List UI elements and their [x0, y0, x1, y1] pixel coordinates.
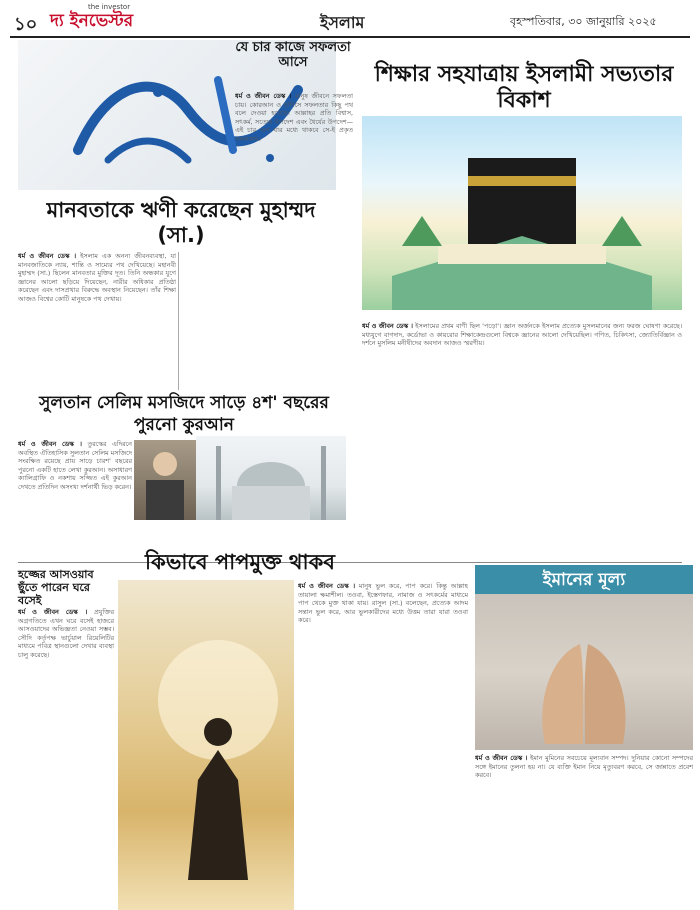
muhammad-body-col1: [18, 252, 176, 390]
muhammad-headline: মানবতাকে ঋণী করেছেন মুহাম্মদ (সা.): [46, 198, 316, 247]
papmukto-headline: কিভাবে পাপমুক্ত থাকব: [145, 550, 335, 574]
date: বৃহস্পতিবার, ৩০ জানুয়ারি ২০২৫: [510, 15, 657, 28]
char-kaj-headline: যে চার কাজে সফলতা আসে: [235, 40, 351, 70]
person-photo: [134, 440, 196, 520]
hajj-byline: ধর্ম ও জীবন ডেস্ক ।: [18, 608, 88, 616]
shikkha-body: [362, 322, 682, 558]
sultan-headline: সুলতান সেলিম মসজিদে সাড়ে ৪শ' বছরের পুরনো কুরআন: [39, 393, 329, 435]
papmukto-body: [298, 582, 468, 906]
iman-text: ইমান মুমিনের সবচেয়ে মূল্যবান সম্পদ। দুনিয়ার কোনো সম্পদের সঙ্গে ইমানের তুলনা হয় না। যে ব্যক্তি ইমান নিয়ে মৃত্যুবরণ করবে, সে জান্নাতে প্রবেশ করবে।: [475, 754, 693, 780]
hajj-text: প্রযুক্তির অগ্রগতিতে এখন ঘরে বসেই হাজরে আসওয়াদের অভিজ্ঞতা নেওয়া সম্ভব। সৌদি কর্তৃপক্ষ ভার্চুয়াল রিয়েলিটির মাধ্যমে পবিত্র স্থানগুলো দেখার ব্যবস্থা চালু করেছে।: [18, 608, 114, 659]
sultan-body: [18, 440, 132, 556]
header-divider: [10, 36, 690, 38]
column-divider: [178, 252, 179, 390]
sultan-byline: ধর্ম ও জীবন ডেস্ক ।: [18, 440, 82, 448]
hajj-headline: হজ্জের আসওয়াব ছুঁতে পারেন ঘরে বসেই: [18, 568, 94, 607]
muhammad-body-col2: [180, 252, 232, 390]
logo-small: the investor: [88, 3, 131, 11]
shikkha-byline: ধর্ম ও জীবন ডেস্ক ।: [362, 322, 413, 330]
mosque-image: [196, 436, 346, 520]
shikkha-headline: শিক্ষার সহযাত্রায় ইসলামী সভ্যতার বিকাশ: [374, 62, 674, 113]
page-number: ১০: [14, 14, 38, 35]
kaaba-image: [362, 116, 682, 310]
iman-body: [475, 754, 693, 906]
papmukto-byline: ধর্ম ও জীবন ডেস্ক ।: [298, 582, 356, 590]
shikkha-text: ইসলামের প্রথম বাণী ছিল 'পড়ো'। জ্ঞান অর্জনকে ইসলাম প্রত্যেক মুসলমানের জন্য ফরজ ঘোষণা করেছে। মধ্যযুগে বাগদাদ, কর্ডোভা ও কায়রোর শিক্ষাকেন্দ্রগুলো বিশ্বকে জ্ঞানের আলো দেখিয়েছিল। গণিত, চিকিৎসা, জ্যোতির্বিজ্ঞান ও দর্শনে মুসলিম মনীষীদের অবদান আজও স্মরণীয়।: [362, 322, 682, 348]
sultan-text: তুরস্কের এদিরনে অবস্থিত ঐতিহাসিক সুলতান সেলিম মসজিদে সংরক্ষিত রয়েছে প্রায় সাড়ে চারশ' বছরের পুরনো একটি হাতে লেখা কুরআন। অসাধারণ ক্যালিগ্রাফি ও নকশায় সজ্জিত এই কুরআন দেখতে প্রতিদিন অসংখ্য দর্শনার্থী ভিড় করেন।: [18, 440, 132, 491]
hajj-body: [18, 608, 114, 906]
char-kaj-text: মানুষ জীবনে সফলতা চায়। কোরআন ও হাদিসে সফলতার কিছু পথ বলে দেওয়া হয়েছে। আল্লাহর প্রতি বিশ্বাস, সৎকর্ম, সত্যের উপদেশ এবং ধৈর্যের উপদেশ—এই চার গুণ যার মধ্যে থাকবে সে-ই প্রকৃত সফলকাম।: [235, 92, 353, 143]
logo: দ্য ইনভেস্টর: [50, 11, 134, 31]
iman-headline-box: [475, 565, 693, 595]
papmukto-text: মানুষ ভুল করে, পাপ করে। কিন্তু আল্লাহ তায়ালা ক্ষমাশীল। তওবা, ইস্তেগফার, নামাজ ও সৎকর্মের মাধ্যমে পাপ থেকে মুক্ত থাকা যায়। রাসুল (সা.) বলেছেন, প্রত্যেক আদম সন্তান ভুল করে, আর ভুলকারীদের মধ্যে উত্তম তারা যারা তওবা করে।: [298, 582, 468, 625]
praying-hands-image: [475, 594, 693, 750]
page-header: [0, 0, 700, 38]
prayer-silhouette-image: [118, 580, 294, 910]
iman-headline: ইমানের মূল্য: [542, 570, 626, 590]
char-kaj-byline: ধর্ম ও জীবন ডেস্ক ।: [235, 92, 292, 100]
muhammad-byline: ধর্ম ও জীবন ডেস্ক ।: [18, 252, 77, 260]
section-title: ইসলাম: [320, 13, 365, 32]
iman-byline: ধর্ম ও জীবন ডেস্ক ।: [475, 754, 528, 762]
muhammad-text: ইসলাম এক অনন্য জীবনব্যবস্থা, যা মানবজাতিকে ন্যায়, শান্তি ও সাম্যের পথ দেখিয়েছে। মহানবী মুহাম্মদ (সা.) ছিলেন মানবতার মুক্তির দূত। তিনি অন্ধকার যুগে জ্ঞানের আলো ছড়িয়ে দিয়েছেন, নারীর অধিকার প্রতিষ্ঠা করেছেন এবং দাসপ্রথার বিরুদ্ধে অবস্থান নিয়েছেন। তাঁর শিক্ষা আজও বিশ্বের কোটি মানুষকে পথ দেখায়।: [18, 252, 176, 303]
